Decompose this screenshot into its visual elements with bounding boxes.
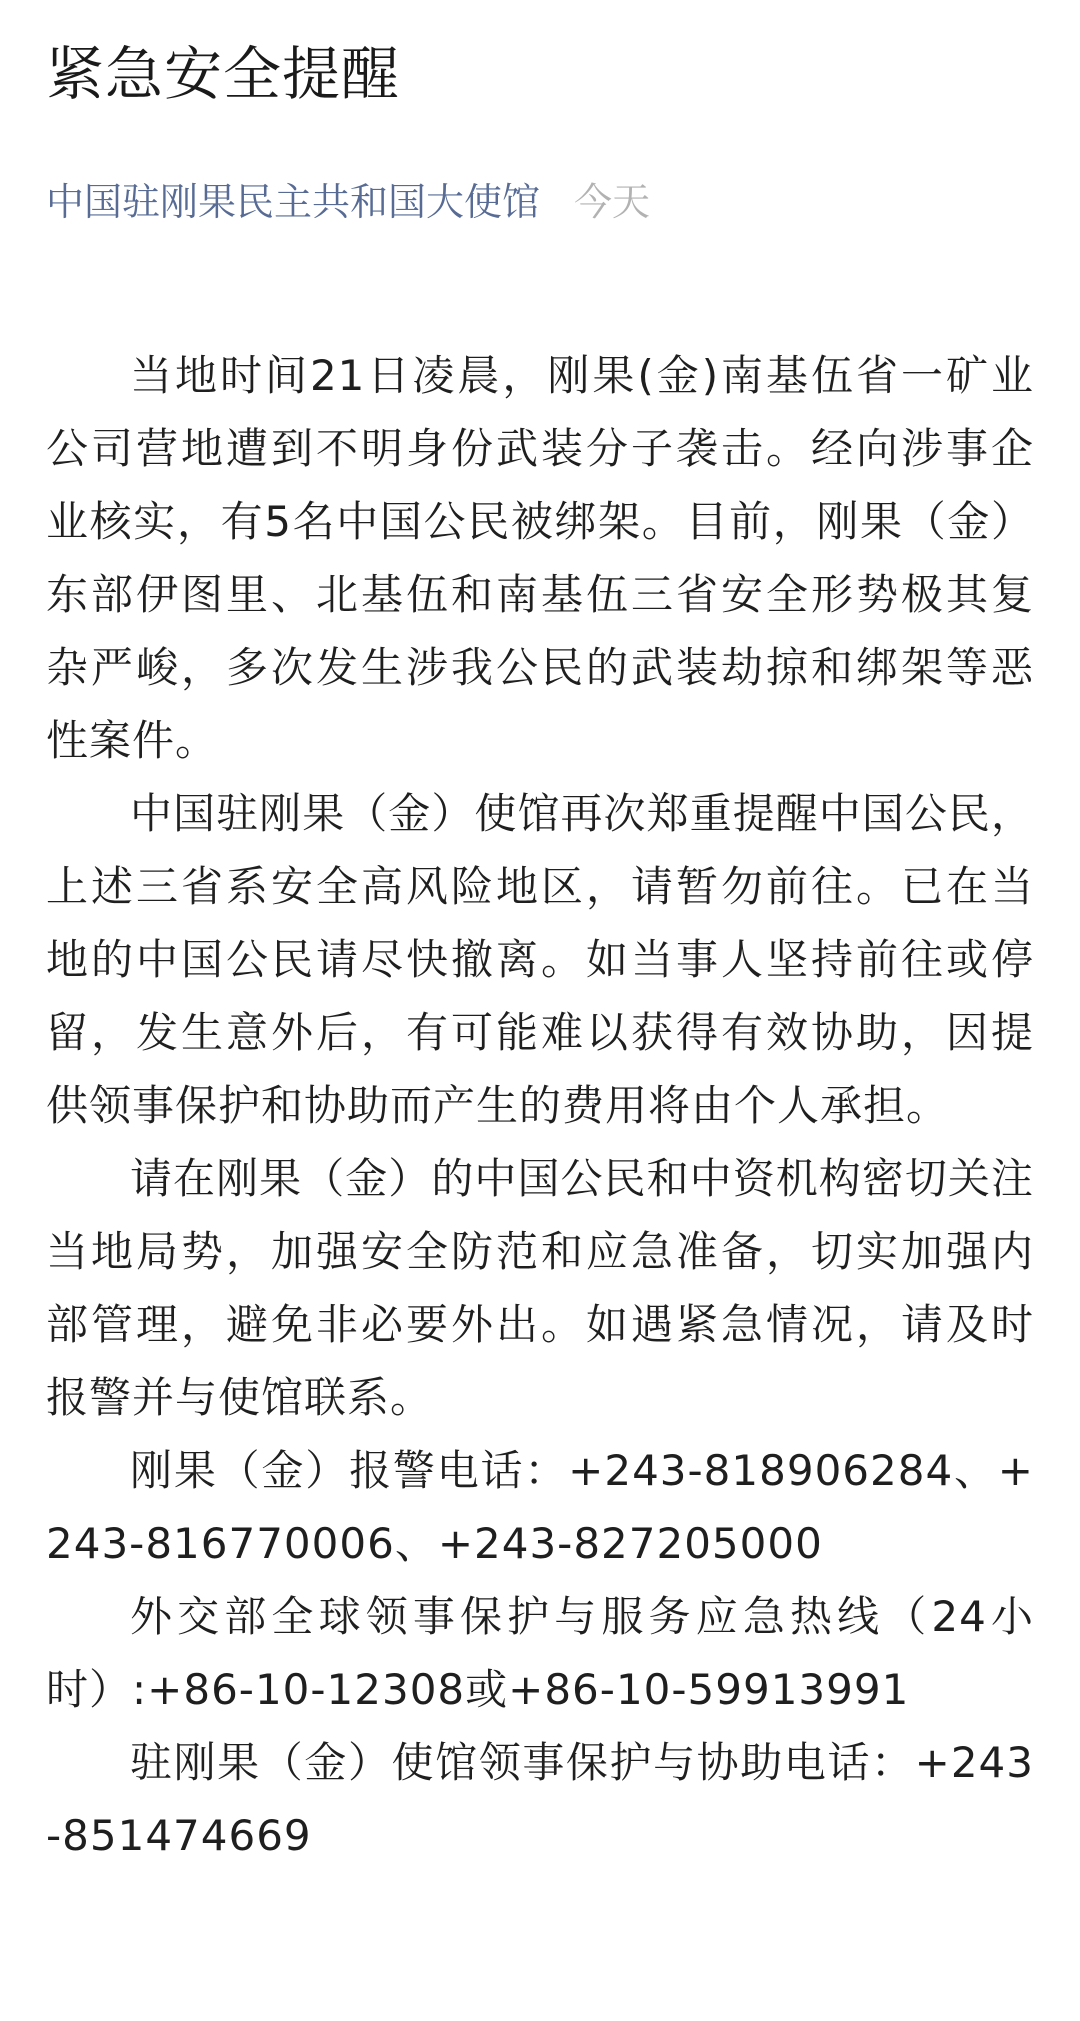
paragraph-incident: 当地时间21日凌晨，刚果(金)南基伍省一矿业公司营地遭到不明身份武装分子袭击。经向涉事企业核实，有5名中国公民被绑架。目前，刚果（金）东部伊图里、北基伍和南基伍三省安全形势极其复杂严峻，多次发生涉我公民的武装劫掠和绑架等恶性案件。 xyxy=(46,351,1034,765)
publish-date: 今天 xyxy=(574,180,651,224)
article-body xyxy=(46,339,1034,1872)
account-name-link[interactable]: 中国驻刚果民主共和国大使馆 xyxy=(46,180,541,224)
paragraph-police-phone: 刚果（金）报警电话：+243-818906284、+243-816770006、+243-827205000 xyxy=(46,1446,1034,1568)
paragraph-reminder: 中国驻刚果（金）使馆再次郑重提醒中国公民，上述三省系安全高风险地区，请暂勿前往。已在当地的中国公民请尽快撤离。如当事人坚持前往或停留，发生意外后，有可能难以获得有效协助，因提供领事保护和协助而产生的费用将由个人承担。 xyxy=(46,789,1034,1130)
article-title: 紧急安全提醒 xyxy=(46,40,401,108)
paragraph-precautions: 请在刚果（金）的中国公民和中资机构密切关注当地局势，加强安全防范和应急准备，切实加强内部管理，避免非必要外出。如遇紧急情况，请及时报警并与使馆联系。 xyxy=(46,1154,1034,1422)
paragraph-hotline: 外交部全球领事保护与服务应急热线（24小时）:+86-10-12308或+86-10-59913991 xyxy=(46,1592,1034,1714)
article-meta xyxy=(46,177,1034,227)
paragraph-embassy-phone: 驻刚果（金）使馆领事保护与协助电话：+243-851474669 xyxy=(46,1738,1034,1860)
